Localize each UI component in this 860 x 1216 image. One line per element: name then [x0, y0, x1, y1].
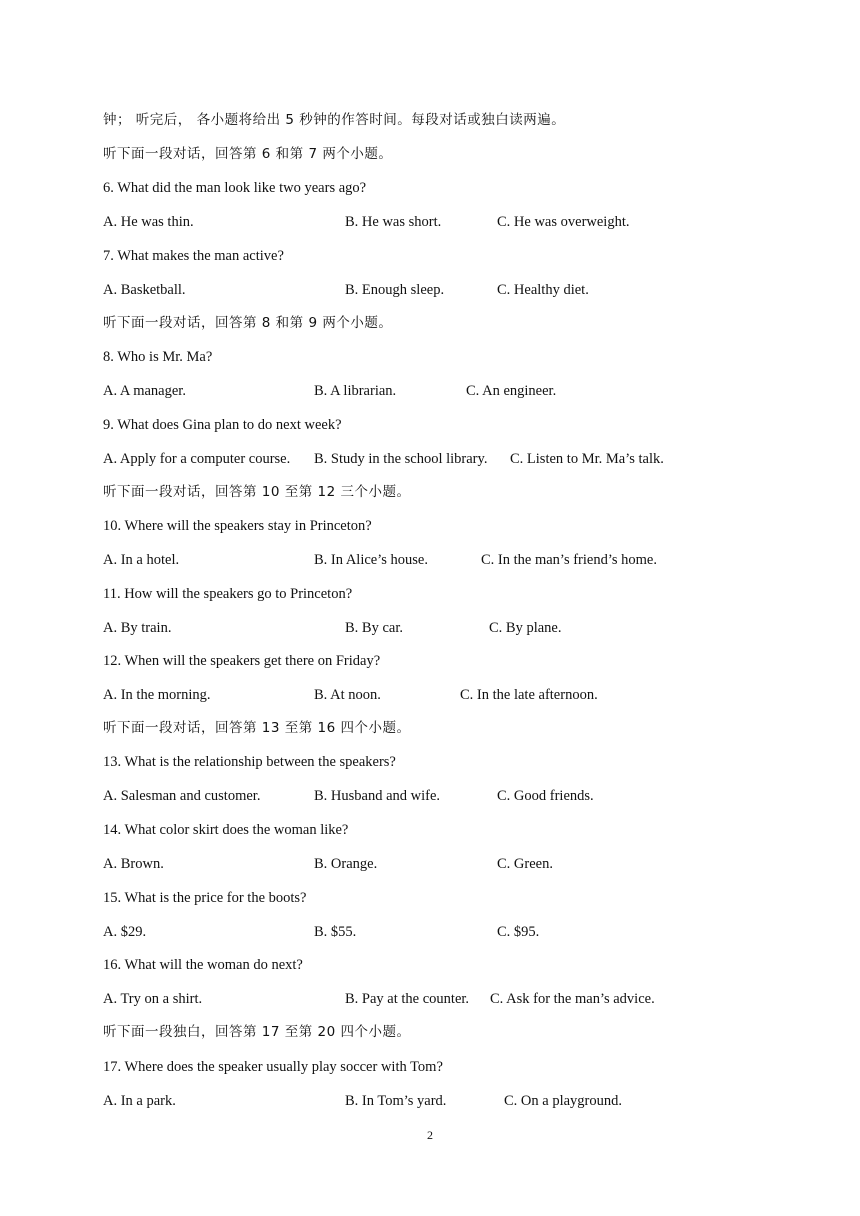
option-b: B. At noon.: [314, 687, 381, 703]
option-b: B. Orange.: [314, 856, 378, 872]
section-heading: 听下面一段对话，回答第 13 至第 16 四个小题。: [103, 720, 411, 736]
option-a: A. In a hotel.: [103, 552, 180, 568]
question-14: 14. What color skirt does the woman like?: [103, 822, 349, 838]
option-b: B. Enough sleep.: [345, 282, 445, 298]
option-b: B. Pay at the counter.: [345, 991, 470, 1007]
option-b: B. Husband and wife.: [314, 788, 441, 804]
section-heading: 听下面一段独白，回答第 17 至第 20 四个小题。: [103, 1024, 411, 1040]
option-c: C. By plane.: [489, 620, 562, 636]
option-c: C. Ask for the man’s advice.: [490, 991, 655, 1007]
option-b: B. In Alice’s house.: [314, 552, 428, 568]
option-a: A. By train.: [103, 620, 172, 636]
page-number: 2: [427, 1128, 433, 1142]
option-c: C. Good friends.: [497, 788, 594, 804]
question-13: 13. What is the relationship between the speakers?: [103, 754, 396, 770]
option-a: A. $29.: [103, 924, 147, 940]
question-11: 11. How will the speakers go to Princeton?: [103, 586, 353, 602]
section-heading: 听下面一段对话，回答第 10 至第 12 三个小题。: [103, 484, 411, 500]
question-9: 9. What does Gina plan to do next week?: [103, 417, 342, 433]
option-a: A. A manager.: [103, 383, 186, 399]
section-heading: 听下面一段对话，回答第 8 和第 9 两个小题。: [103, 315, 393, 331]
question-6: 6. What did the man look like two years ago?: [103, 180, 367, 196]
option-c: C. In the man’s friend’s home.: [481, 552, 657, 568]
question-10: 10. Where will the speakers stay in Princeton?: [103, 518, 372, 534]
option-a: A. Try on a shirt.: [103, 991, 203, 1007]
option-c: C. In the late afternoon.: [460, 687, 598, 703]
option-c: C. He was overweight.: [497, 214, 630, 230]
option-a: A. In a park.: [103, 1093, 176, 1109]
question-17: 17. Where does the speaker usually play soccer with Tom?: [103, 1059, 443, 1075]
option-a: A. Apply for a computer course.: [103, 451, 291, 467]
option-b: B. $55.: [314, 924, 357, 940]
option-b: B. In Tom’s yard.: [345, 1093, 447, 1109]
question-7: 7. What makes the man active?: [103, 248, 284, 264]
question-12: 12. When will the speakers get there on Friday?: [103, 653, 381, 669]
option-c: C. Listen to Mr. Ma’s talk.: [510, 451, 664, 467]
option-a: A. Salesman and customer.: [103, 788, 261, 804]
option-b: B. By car.: [345, 620, 403, 636]
option-b: B. Study in the school library.: [314, 451, 488, 467]
option-a: A. In the morning.: [103, 687, 211, 703]
option-b: B. A librarian.: [314, 383, 397, 399]
option-a: A. Brown.: [103, 856, 164, 872]
option-a: A. Basketball.: [103, 282, 186, 298]
question-16: 16. What will the woman do next?: [103, 957, 303, 973]
option-c: C. $95.: [497, 924, 540, 940]
section-heading: 听下面一段对话，回答第 6 和第 7 两个小题。: [103, 146, 393, 162]
option-c: C. Healthy diet.: [497, 282, 589, 298]
instruction-text: 钟； 听完后， 各小题将给出 5 秒钟的作答时间。每段对话或独白读两遍。: [103, 112, 566, 128]
option-b: B. He was short.: [345, 214, 442, 230]
option-c: C. An engineer.: [466, 383, 557, 399]
option-c: C. On a playground.: [504, 1093, 622, 1109]
question-15: 15. What is the price for the boots?: [103, 890, 307, 906]
option-c: C. Green.: [497, 856, 553, 872]
question-8: 8. Who is Mr. Ma?: [103, 349, 213, 365]
option-a: A. He was thin.: [103, 214, 194, 230]
